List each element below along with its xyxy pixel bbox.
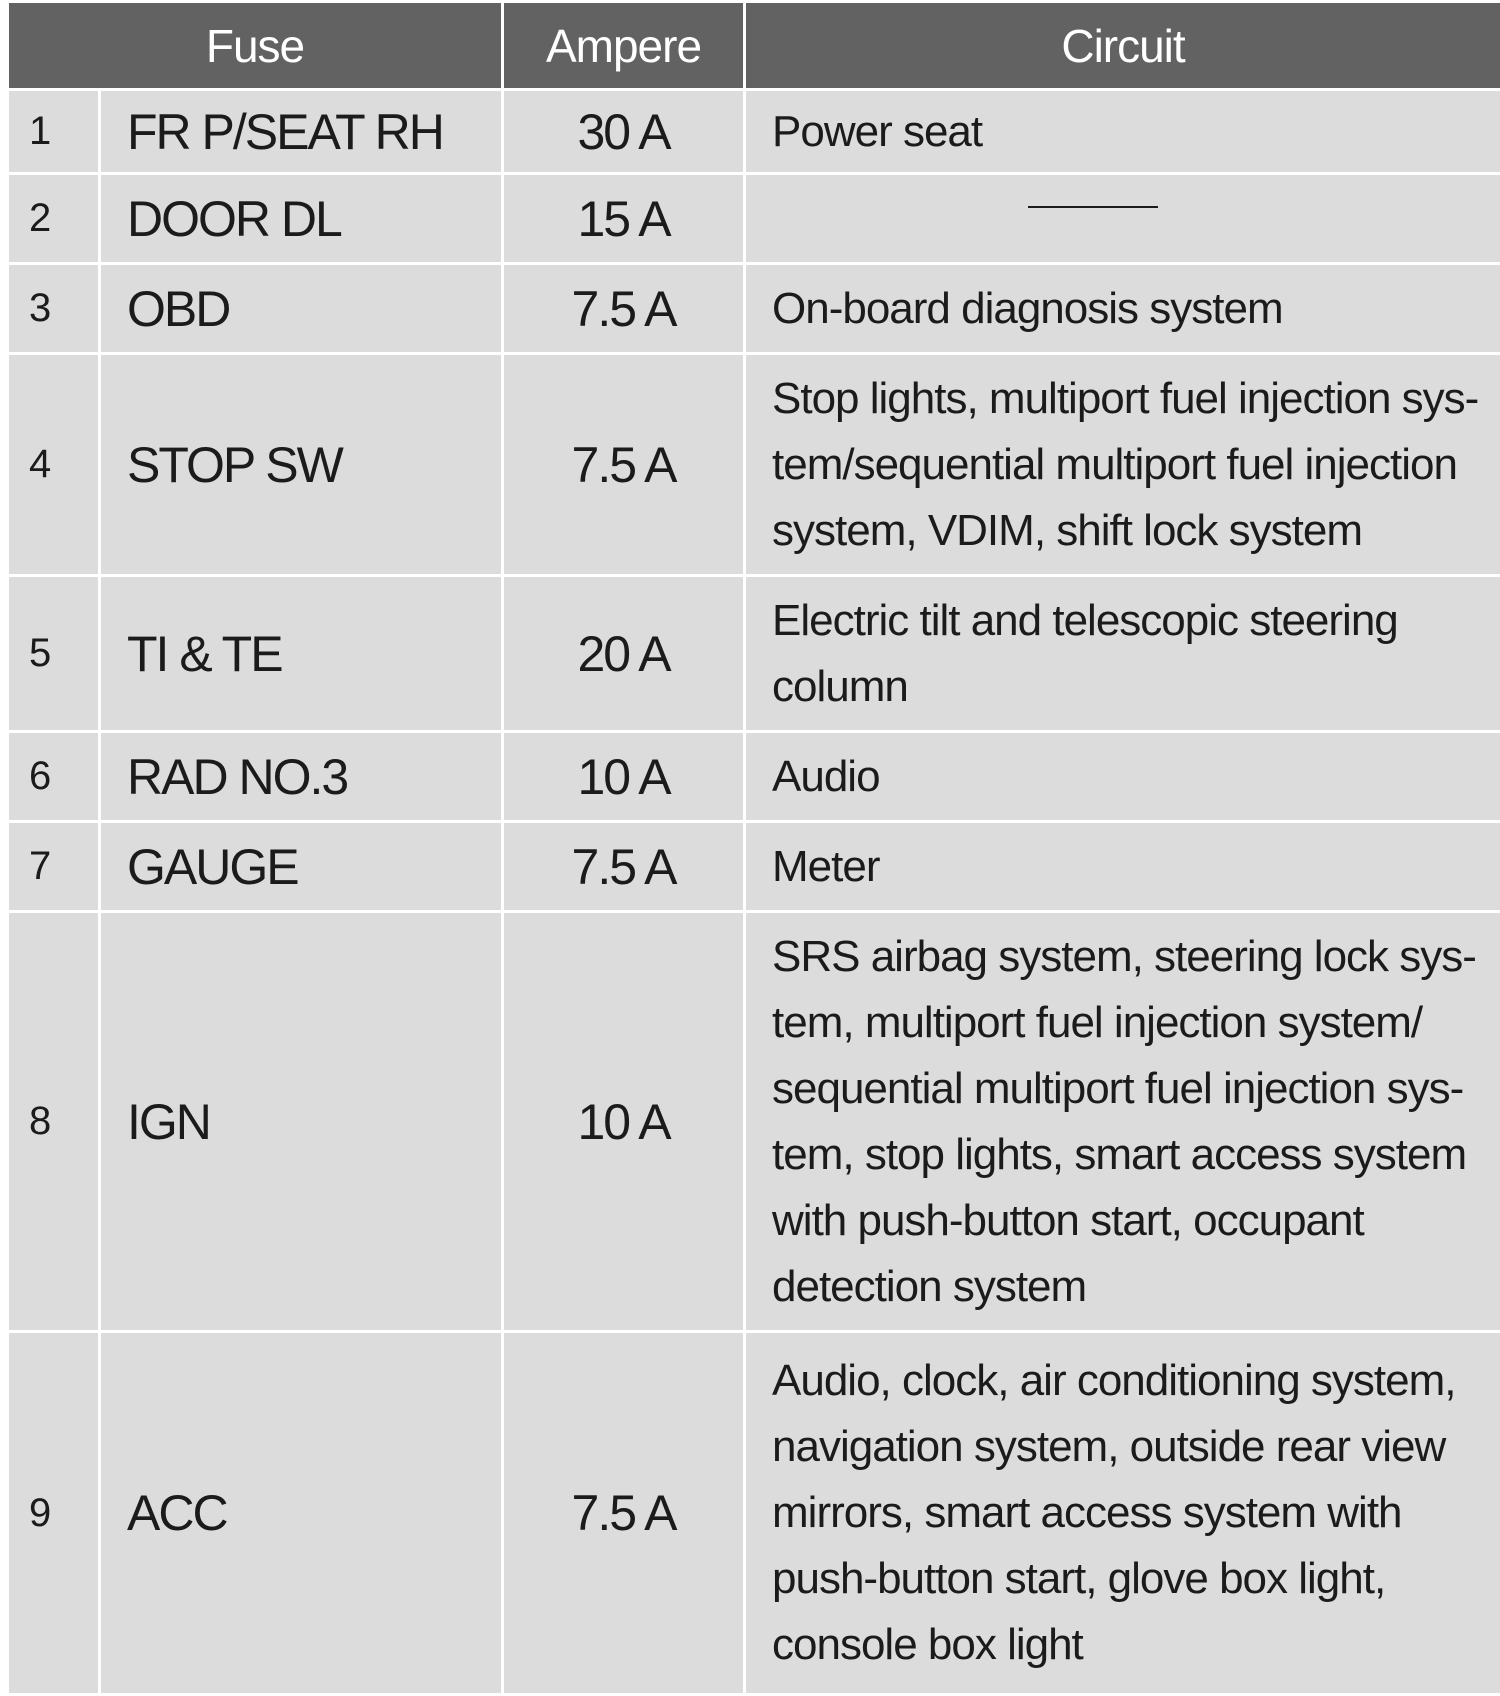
fuse-circuit: SRS airbag system, steering lock sys- tem, multiport fuel injection system/ sequential multiport fuel injection sys- tem, stop lights, smart access system with push-button start, occupant detection system: [745, 912, 1500, 1332]
table-row: [8, 264, 1500, 354]
fuse-number: 5: [8, 576, 100, 732]
fuse-number: 2: [8, 174, 100, 264]
fuse-ampere: 7.5 A: [503, 264, 745, 354]
fuse-number: 9: [8, 1332, 100, 1695]
fuse-ampere: 30 A: [503, 90, 745, 174]
fuse-circuit: On-board diagnosis system: [745, 264, 1500, 354]
header-circuit: Circuit: [745, 2, 1500, 90]
fuse-name: RAD NO.3: [100, 732, 503, 822]
table-row: [8, 822, 1500, 912]
table-row: [8, 912, 1500, 1332]
fuse-ampere: 10 A: [503, 912, 745, 1332]
fuse-number: 8: [8, 912, 100, 1332]
fuse-number: 4: [8, 354, 100, 576]
fuse-name: DOOR DL: [100, 174, 503, 264]
fuse-ampere: 7.5 A: [503, 1332, 745, 1695]
fuse-number: 1: [8, 90, 100, 174]
fuse-circuit: Stop lights, multiport fuel injection sys- tem/sequential multiport fuel injection system, VDIM, shift lock system: [745, 354, 1500, 576]
header-fuse: Fuse: [8, 2, 503, 90]
fuse-name: FR P/SEAT RH: [100, 90, 503, 174]
fuse-circuit: Audio: [745, 732, 1500, 822]
dash-line: [1028, 206, 1158, 208]
table-row: [8, 576, 1500, 732]
fuse-name: OBD: [100, 264, 503, 354]
fuse-circuit: Meter: [745, 822, 1500, 912]
fuse-ampere: 20 A: [503, 576, 745, 732]
table-row: [8, 732, 1500, 822]
fuse-circuit: Audio, clock, air conditioning system, navigation system, outside rear view mirrors, smart access system with push-button start, glove box light, console box light: [745, 1332, 1500, 1695]
fuse-number: 7: [8, 822, 100, 912]
fuse-ampere: 7.5 A: [503, 822, 745, 912]
fuse-name: GAUGE: [100, 822, 503, 912]
fuse-name: STOP SW: [100, 354, 503, 576]
fuse-number: 3: [8, 264, 100, 354]
fuse-table: [6, 0, 1500, 1696]
fuse-circuit-empty: [745, 174, 1500, 264]
header-row: [8, 2, 1500, 90]
table-row: [8, 1332, 1500, 1695]
table-row: [8, 174, 1500, 264]
table-row: [8, 90, 1500, 174]
fuse-ampere: 7.5 A: [503, 354, 745, 576]
fuse-name: TI & TE: [100, 576, 503, 732]
fuse-name: IGN: [100, 912, 503, 1332]
table-row: [8, 354, 1500, 576]
fuse-ampere: 10 A: [503, 732, 745, 822]
fuse-circuit: Power seat: [745, 90, 1500, 174]
header-ampere: Ampere: [503, 2, 745, 90]
fuse-circuit: Electric tilt and telescopic steering column: [745, 576, 1500, 732]
fuse-ampere: 15 A: [503, 174, 745, 264]
fuse-number: 6: [8, 732, 100, 822]
fuse-name: ACC: [100, 1332, 503, 1695]
